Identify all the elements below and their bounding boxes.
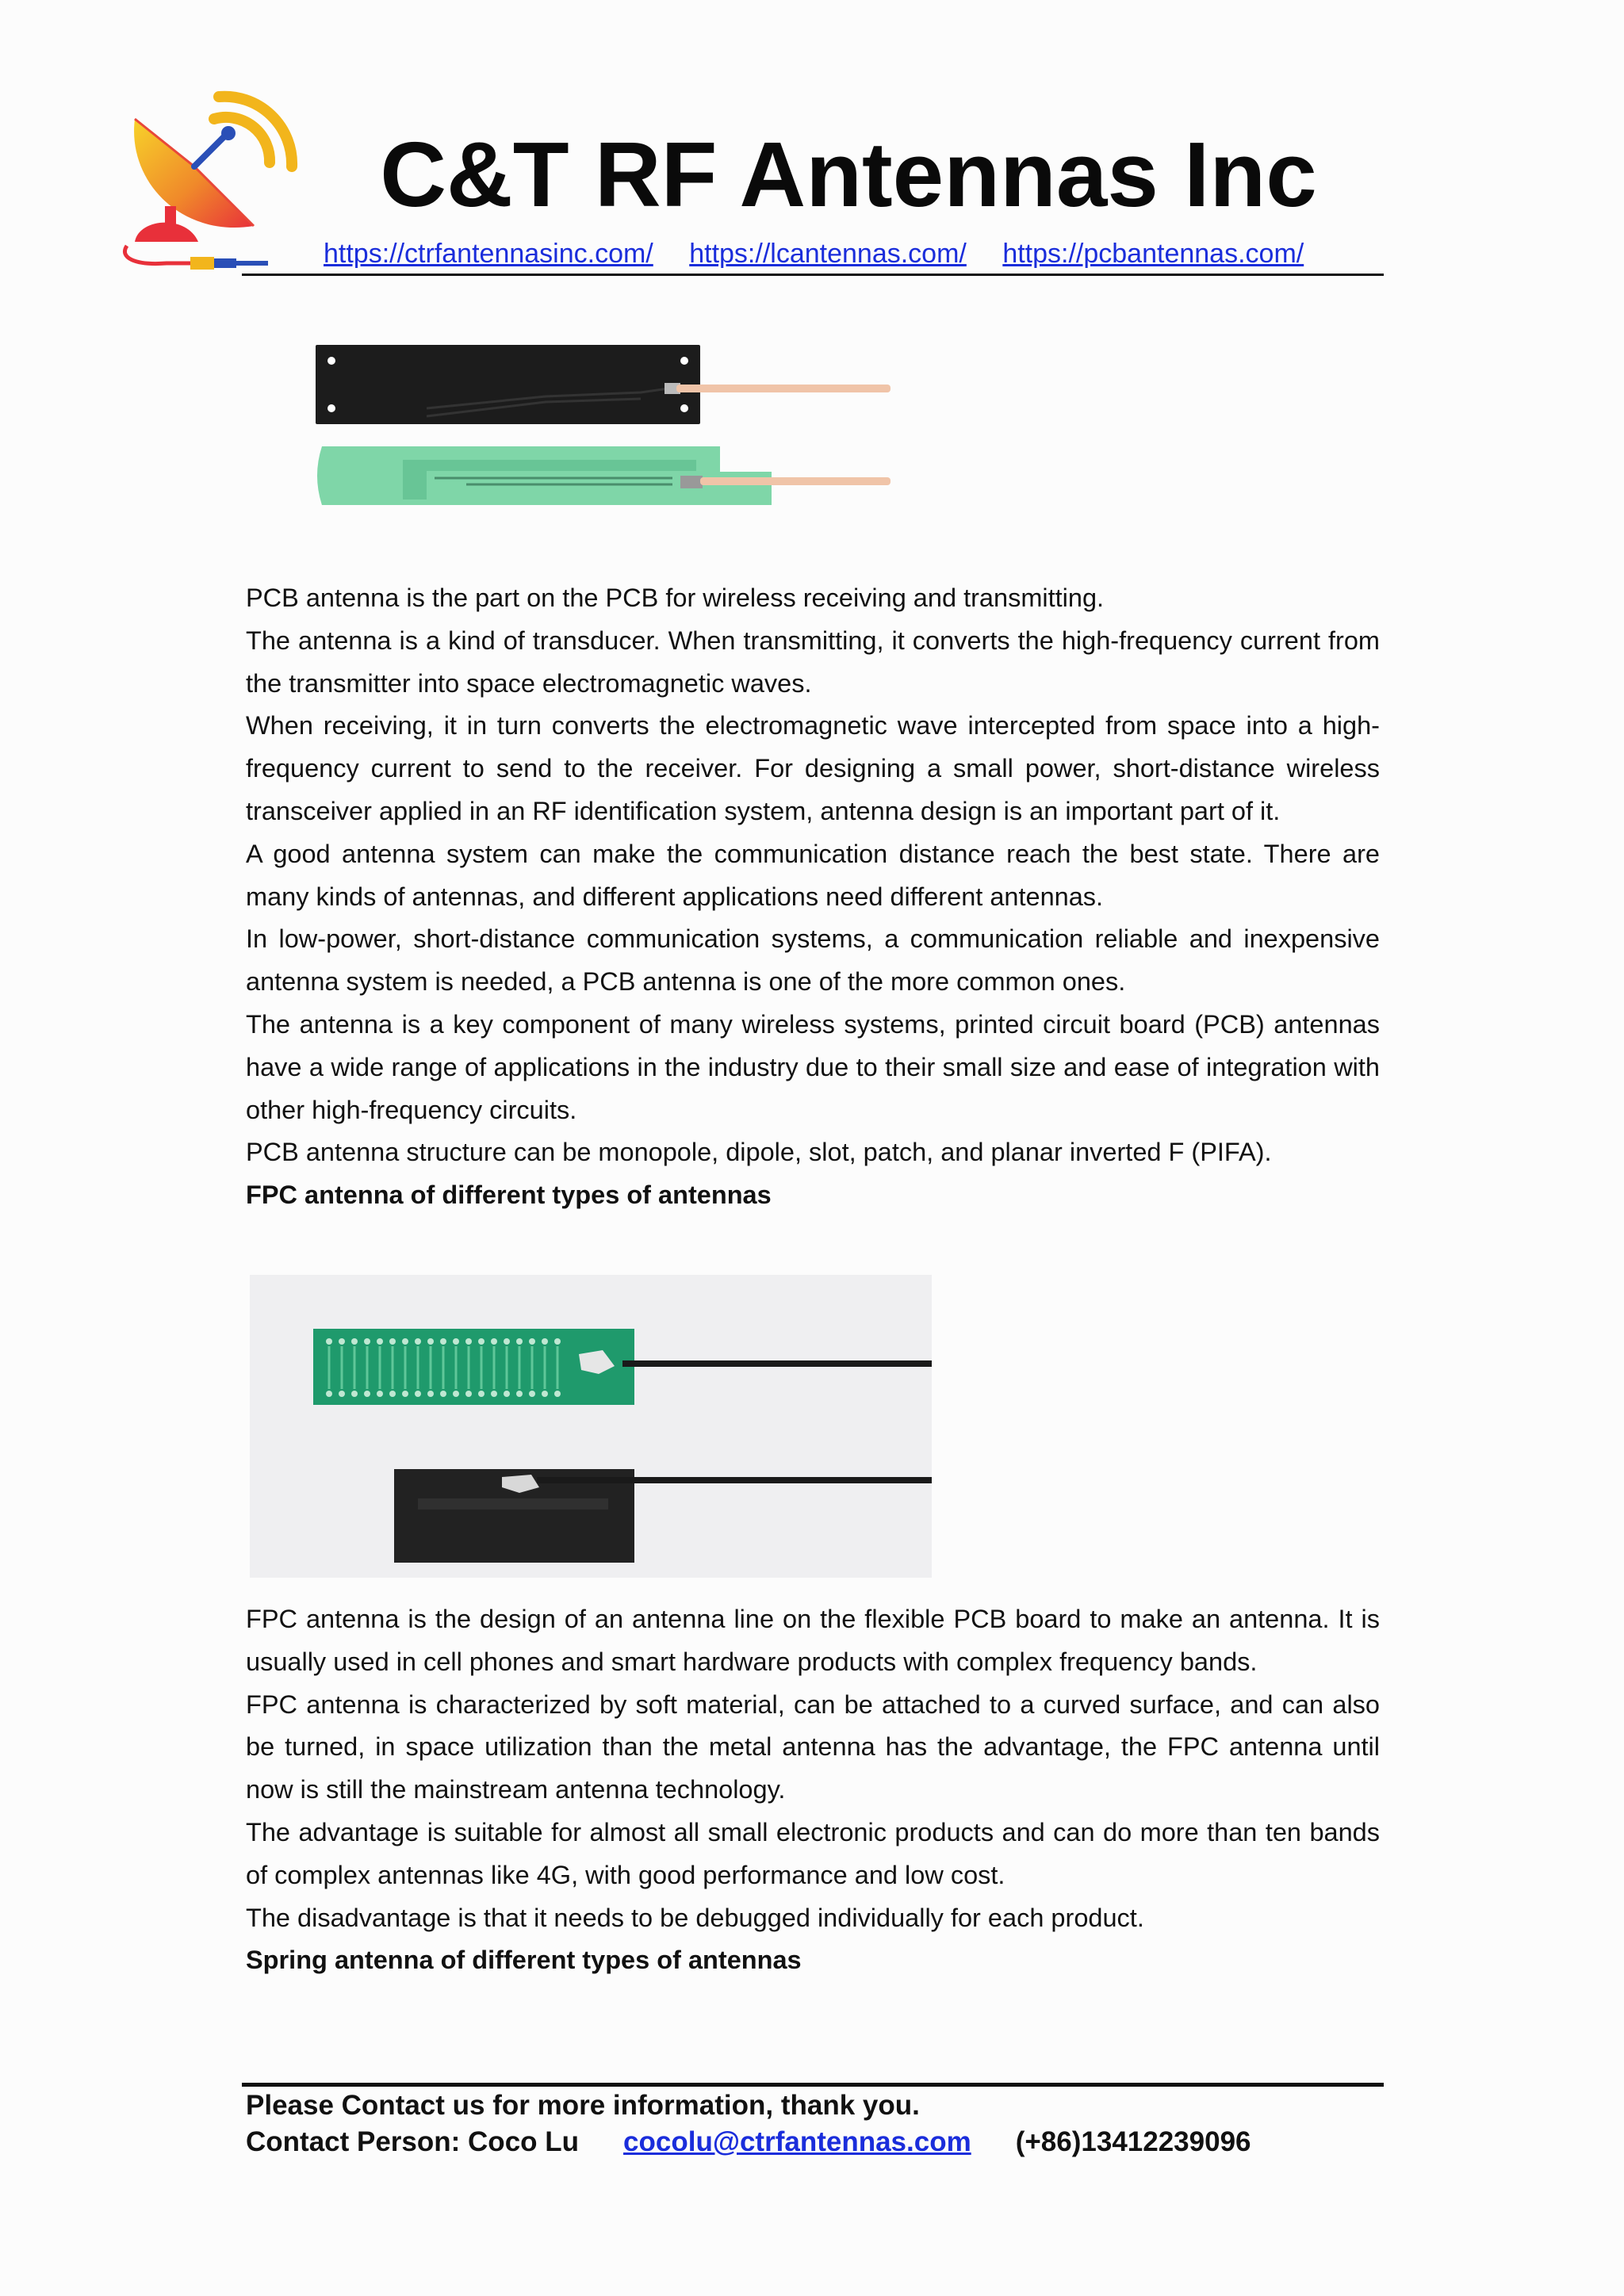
link-pcbantennas[interactable]: https://pcbantennas.com/ [1002,239,1304,269]
paragraph: When receiving, it in turn converts the electromagnetic wave intercepted from space into a high-frequency current to send to the receiver. For designing a small power, short-distance wireless transceiver applied in an RF identification system, antenna design is an important part of it. [246,711,1380,825]
company-title: C&T RF Antennas Inc [380,123,1317,226]
contact-person: Contact Person: Coco Lu [246,2126,580,2157]
paragraph: FPC antenna is the design of an antenna line on the flexible PCB board to make an antenna. It is usually used in cell phones and smart hardware products with complex frequency bands. [246,1605,1380,1676]
link-lcantennas[interactable]: https://lcantennas.com/ [689,239,967,269]
satellite-dish-logo-icon [119,87,301,277]
paragraph: PCB antenna structure can be monopole, dipole, slot, patch, and planar inverted F (PIFA). [246,1138,1272,1167]
phone-number: (+86)13412239096 [1015,2126,1251,2157]
paragraph: PCB antenna is the part on the PCB for wireless receiving and transmitting. [246,584,1105,612]
fpc-antenna-photo [250,1275,932,1578]
link-ctrfantennasinc[interactable]: https://ctrfantennasinc.com/ [324,239,653,269]
pcb-section-text [246,577,1380,1217]
pcb-antenna-photo [308,329,910,519]
header-links [324,236,1386,271]
email-link[interactable]: cocolu@ctrfantennas.com [623,2126,971,2157]
paragraph: The antenna is a key component of many wireless systems, printed circuit board (PCB) antennas have a wide range of applications in the industry due to their small size and ease of integration with other high-frequency circuits. [246,1009,1380,1124]
footer [246,2087,1380,2160]
fpc-section-text [246,1598,1380,1982]
paragraph: FPC antenna is characterized by soft material, can be attached to a curved surface, and can also be turned, in space utilization than the metal antenna has the advantage, the FPC antenna until now is still the mainstream antenna technology. [246,1689,1380,1804]
section-heading-spring: Spring antenna of different types of antennas [246,1946,802,1975]
paragraph: The disadvantage is that it needs to be debugged individually for each product. [246,1903,1144,1932]
paragraph: A good antenna system can make the communication distance reach the best state. There are many kinds of antennas, and different applications need different antennas. [246,839,1380,911]
footer-contact-row [246,2124,1380,2160]
paragraph: The antenna is a kind of transducer. When transmitting, it converts the high-frequency current from the transmitter into space electromagnetic waves. [246,626,1380,698]
header-divider [242,274,1384,276]
paragraph: In low-power, short-distance communication systems, a communication reliable and inexpensive antenna system is needed, a PCB antenna is one of the more common ones. [246,924,1380,997]
section-heading-fpc: FPC antenna of different types of antennas [246,1181,772,1210]
footer-contact-line: Please Contact us for more information, thank you. [246,2090,920,2121]
paragraph: The advantage is suitable for almost all small electronic products and can do more than ten bands of complex antennas like 4G, with good performance and low cost. [246,1817,1380,1889]
footer-divider [242,2083,1384,2087]
